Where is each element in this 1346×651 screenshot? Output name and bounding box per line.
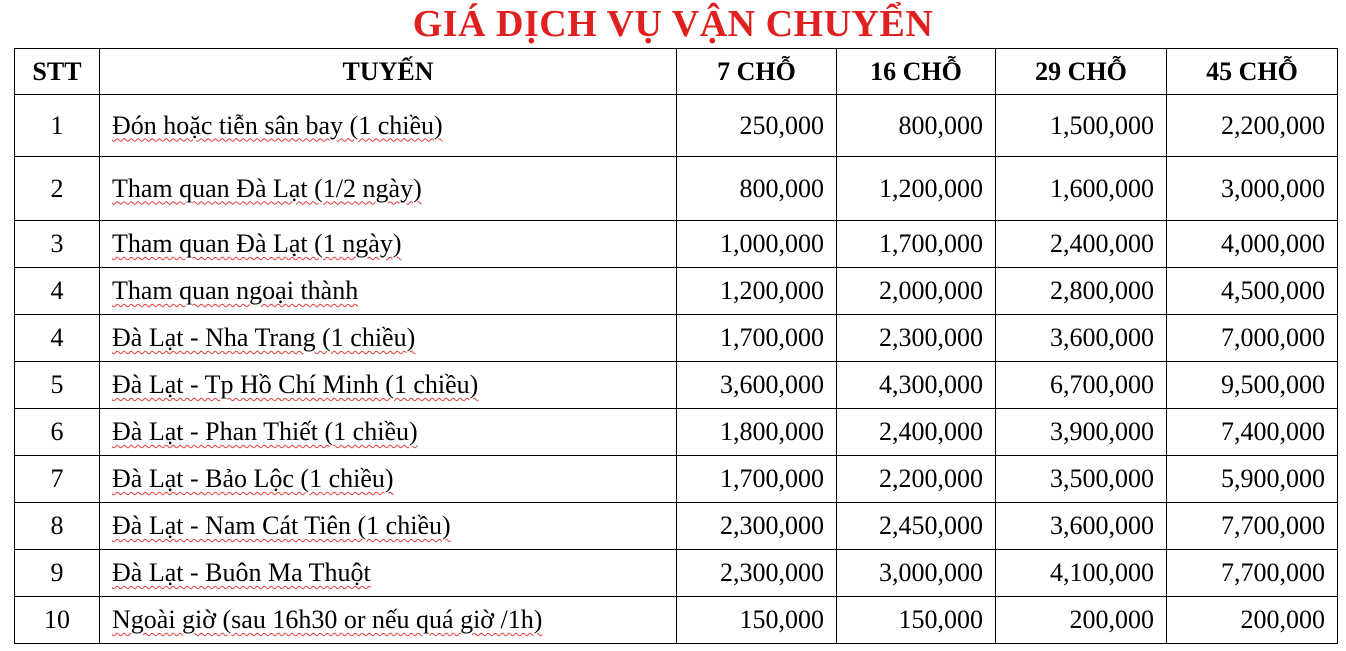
price-16-cell: 3,000,000 (837, 550, 996, 597)
price-29-cell: 2,400,000 (996, 221, 1167, 268)
table-row (15, 550, 1338, 597)
column-header-route: TUYẾN (100, 49, 677, 95)
route-cell (100, 221, 677, 268)
route-cell (100, 550, 677, 597)
table-row (15, 597, 1338, 644)
route-text: Đà Lạt - Nha Trang (1 chiều) (112, 323, 416, 352)
route-cell (100, 456, 677, 503)
route-cell (100, 268, 677, 315)
price-45-cell: 7,700,000 (1167, 550, 1338, 597)
price-29-cell: 6,700,000 (996, 362, 1167, 409)
price-7-cell: 1,800,000 (677, 409, 837, 456)
stt-cell: 8 (15, 503, 100, 550)
route-text: Đà Lạt - Phan Thiết (1 chiều) (112, 417, 418, 446)
route-text: Tham quan ngoại thành (112, 276, 359, 305)
column-header-45-seats: 45 CHỖ (1167, 49, 1338, 95)
stt-cell: 4 (15, 315, 100, 362)
stt-cell: 4 (15, 268, 100, 315)
price-16-cell: 800,000 (837, 95, 996, 157)
route-text: Đà Lạt - Buôn Ma Thuột (112, 558, 371, 587)
price-45-cell: 5,900,000 (1167, 456, 1338, 503)
price-29-cell: 4,100,000 (996, 550, 1167, 597)
table-row (15, 221, 1338, 268)
price-29-cell: 200,000 (996, 597, 1167, 644)
price-29-cell: 1,500,000 (996, 95, 1167, 157)
price-7-cell: 1,700,000 (677, 456, 837, 503)
table-row (15, 95, 1338, 157)
price-7-cell: 800,000 (677, 157, 837, 221)
price-table (14, 48, 1338, 644)
price-16-cell: 2,400,000 (837, 409, 996, 456)
price-16-cell: 2,450,000 (837, 503, 996, 550)
price-45-cell: 9,500,000 (1167, 362, 1338, 409)
price-45-cell: 7,000,000 (1167, 315, 1338, 362)
price-29-cell: 3,600,000 (996, 503, 1167, 550)
price-16-cell: 1,700,000 (837, 221, 996, 268)
table-row (15, 503, 1338, 550)
price-29-cell: 1,600,000 (996, 157, 1167, 221)
column-header-16-seats: 16 CHỖ (837, 49, 996, 95)
price-16-cell: 2,200,000 (837, 456, 996, 503)
table-row (15, 362, 1338, 409)
price-7-cell: 2,300,000 (677, 550, 837, 597)
price-45-cell: 7,700,000 (1167, 503, 1338, 550)
route-cell (100, 503, 677, 550)
table-row (15, 157, 1338, 221)
price-45-cell: 200,000 (1167, 597, 1338, 644)
price-29-cell: 3,500,000 (996, 456, 1167, 503)
table-row (15, 456, 1338, 503)
column-header-29-seats: 29 CHỖ (996, 49, 1167, 95)
stt-cell: 7 (15, 456, 100, 503)
route-cell (100, 409, 677, 456)
page-title: GIÁ DỊCH VỤ VẬN CHUYỂN (412, 3, 934, 45)
price-16-cell: 2,300,000 (837, 315, 996, 362)
column-header-stt: STT (15, 49, 100, 95)
stt-cell: 3 (15, 221, 100, 268)
price-29-cell: 3,600,000 (996, 315, 1167, 362)
price-16-cell: 150,000 (837, 597, 996, 644)
price-7-cell: 1,700,000 (677, 315, 837, 362)
header-row (15, 49, 1338, 95)
route-cell (100, 597, 677, 644)
price-7-cell: 1,000,000 (677, 221, 837, 268)
price-16-cell: 1,200,000 (837, 157, 996, 221)
route-text: Đà Lạt - Bảo Lộc (1 chiều) (112, 464, 394, 493)
route-cell (100, 95, 677, 157)
price-45-cell: 2,200,000 (1167, 95, 1338, 157)
route-text: Đà Lạt - Tp Hồ Chí Minh (1 chiều) (112, 370, 479, 399)
stt-cell: 2 (15, 157, 100, 221)
price-16-cell: 4,300,000 (837, 362, 996, 409)
route-text: Tham quan Đà Lạt (1/2 ngày) (112, 173, 422, 203)
route-text: Tham quan Đà Lạt (1 ngày) (112, 229, 402, 258)
price-7-cell: 1,200,000 (677, 268, 837, 315)
stt-cell: 6 (15, 409, 100, 456)
route-text: Đà Lạt - Nam Cát Tiên (1 chiều) (112, 511, 451, 540)
price-45-cell: 4,500,000 (1167, 268, 1338, 315)
price-7-cell: 3,600,000 (677, 362, 837, 409)
price-16-cell: 2,000,000 (837, 268, 996, 315)
stt-cell: 1 (15, 95, 100, 157)
table-row (15, 315, 1338, 362)
table-row (15, 268, 1338, 315)
route-cell (100, 157, 677, 221)
route-text: Ngoài giờ (sau 16h30 or nếu quá giờ /1h) (112, 605, 543, 634)
price-7-cell: 150,000 (677, 597, 837, 644)
stt-cell: 9 (15, 550, 100, 597)
price-45-cell: 4,000,000 (1167, 221, 1338, 268)
table-row (15, 409, 1338, 456)
price-29-cell: 2,800,000 (996, 268, 1167, 315)
price-45-cell: 3,000,000 (1167, 157, 1338, 221)
route-text: Đón hoặc tiễn sân bay (1 chiều) (112, 110, 443, 140)
stt-cell: 10 (15, 597, 100, 644)
price-29-cell: 3,900,000 (996, 409, 1167, 456)
column-header-7-seats: 7 CHỖ (677, 49, 837, 95)
price-45-cell: 7,400,000 (1167, 409, 1338, 456)
route-cell (100, 315, 677, 362)
price-7-cell: 2,300,000 (677, 503, 837, 550)
route-cell (100, 362, 677, 409)
price-7-cell: 250,000 (677, 95, 837, 157)
stt-cell: 5 (15, 362, 100, 409)
